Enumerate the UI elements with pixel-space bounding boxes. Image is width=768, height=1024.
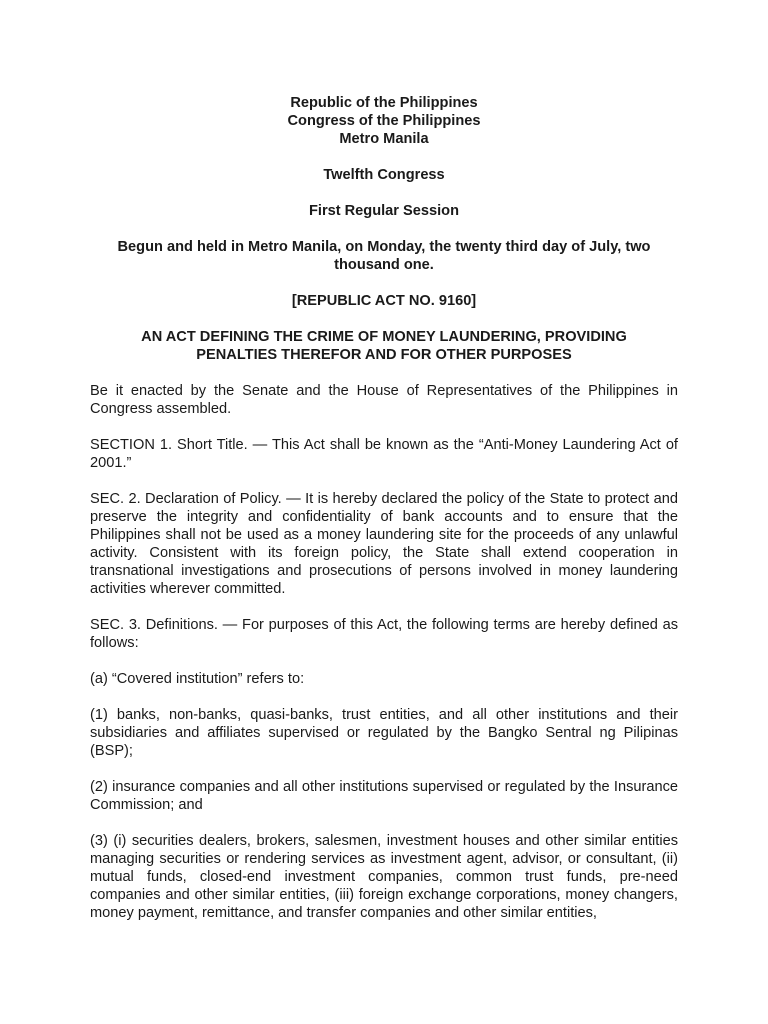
definition-item-3: (3) (i) securities dealers, brokers, salesmen, investment houses and other similar entities managing securities or rendering services as investment agent, advisor, or consultant, (ii) mutual funds, closed-end investment companies, common trust funds, pre-need companies and other similar entities, (iii) foreign exchange corporations, money changers, money payment, remittance, and transfer companies and other similar entities,: [90, 833, 678, 921]
section-1: SECTION 1. Short Title. — This Act shall be known as the “Anti-Money Laundering Act of 2001.”: [90, 437, 678, 471]
definition-item-1: (1) banks, non-banks, quasi-banks, trust entities, and all other institutions and their subsidiaries and affiliates supervised or regulated by the Bangko Sentral ng Pilipinas (BSP);: [90, 707, 678, 759]
header-congress: Congress of the Philippines: [287, 113, 481, 129]
session-label: First Regular Session: [308, 203, 460, 219]
act-number: [REPUBLIC ACT NO. 9160]: [291, 293, 477, 309]
section-3: SEC. 3. Definitions. — For purposes of this Act, the following terms are hereby defined as follows:: [90, 617, 678, 651]
congress-number: Twelfth Congress: [323, 167, 445, 183]
section-2: SEC. 2. Declaration of Policy. — It is hereby declared the policy of the State to protect and preserve the integrity and confidentiality of bank accounts and to ensure that the Philippines shall not be used as a money laundering site for the proceeds of any unlawful activity. Consistent with its foreign policy, the State shall extend cooperation in transnational investigations and prosecutions of persons involved in money laundering activities wherever committed.: [90, 491, 678, 597]
definition-item-2: (2) insurance companies and all other institutions supervised or regulated by the Insurance Commission; and: [90, 779, 678, 813]
enacting-clause: Be it enacted by the Senate and the House of Representatives of the Philippines in Congress assembled.: [90, 383, 678, 417]
definition-a: (a) “Covered institution” refers to:: [90, 671, 305, 687]
document-page: [90, 94, 678, 922]
header-republic: Republic of the Philippines: [290, 95, 478, 111]
header-location: Metro Manila: [339, 131, 429, 147]
begun-statement: Begun and held in Metro Manila, on Monday, the twenty third day of July, two thousand one.: [117, 239, 651, 273]
document-header: [90, 94, 678, 148]
act-title: AN ACT DEFINING THE CRIME OF MONEY LAUNDERING, PROVIDING PENALTIES THEREFOR AND FOR OTHER PURPOSES: [141, 329, 627, 363]
